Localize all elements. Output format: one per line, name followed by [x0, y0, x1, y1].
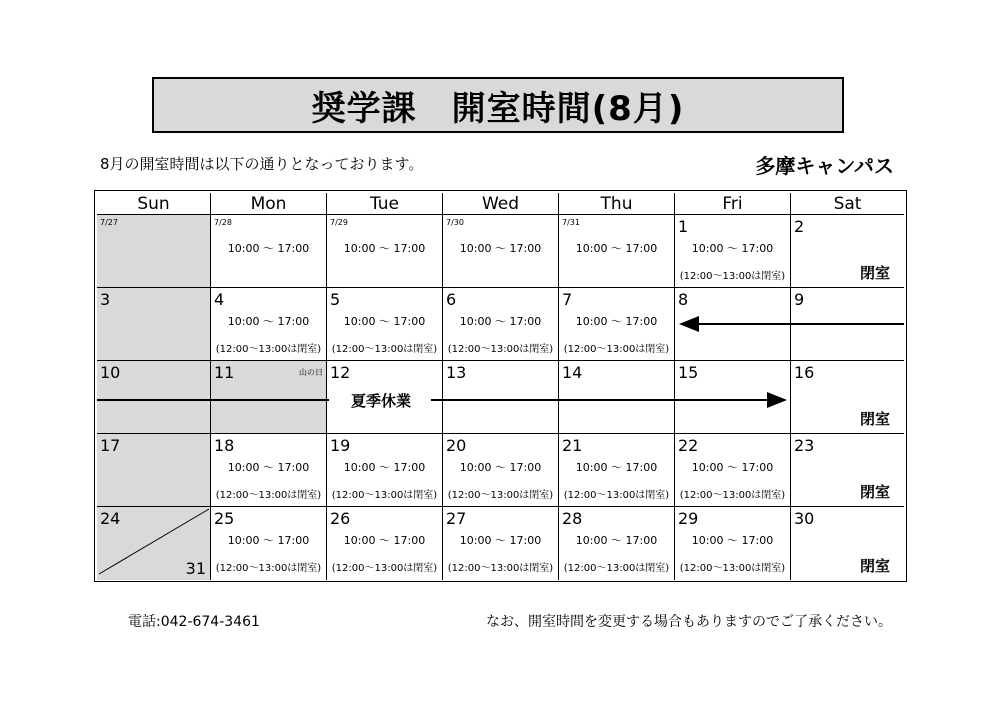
closed-label: 閉室	[859, 264, 890, 282]
day-number: 2	[794, 217, 805, 236]
closed-label: 閉室	[859, 483, 890, 501]
open-hours: 10:00 ～ 17:00	[575, 534, 658, 547]
open-hours: 10:00 ～ 17:00	[343, 534, 426, 547]
day-number: 7	[562, 290, 573, 309]
lunch-break-note: (12:00～13:00は閉室)	[215, 344, 322, 355]
calendar-day-cell	[327, 507, 443, 580]
lunch-break-note: (12:00～13:00は閉室)	[447, 344, 554, 355]
holiday-label: 山の日	[299, 368, 323, 377]
weekday-header-tue: Tue	[327, 193, 443, 215]
day-number: 14	[562, 363, 583, 382]
day-number: 10	[100, 363, 121, 382]
calendar-day-cell	[559, 361, 675, 434]
open-hours: 10:00 ～ 17:00	[691, 242, 774, 255]
footer-note: なお、開室時間を変更する場合もありますのでご了承ください。	[486, 614, 892, 630]
day-number: 6	[446, 290, 457, 309]
calendar-day-cell	[675, 434, 791, 507]
calendar-day-cell	[443, 507, 559, 580]
open-hours: 10:00 ～ 17:00	[459, 315, 542, 328]
calendar-day-cell	[791, 215, 904, 288]
day-number: 19	[330, 436, 351, 455]
calendar-day-cell	[327, 288, 443, 361]
weekday-header-mon: Mon	[211, 193, 327, 215]
calendar-grid	[97, 193, 904, 579]
calendar-day-cell	[211, 288, 327, 361]
lunch-break-note: (12:00～13:00は閉室)	[679, 563, 786, 574]
calendar-day-cell	[559, 434, 675, 507]
calendar-day-cell	[675, 507, 791, 580]
day-number: 26	[330, 509, 351, 528]
open-hours: 10:00 ～ 17:00	[343, 461, 426, 474]
day-number: 29	[678, 509, 699, 528]
lunch-break-note: (12:00～13:00は閉室)	[679, 271, 786, 282]
lunch-break-note: (12:00～13:00は閉室)	[215, 490, 322, 501]
day-number: 1	[678, 217, 689, 236]
calendar-day-cell	[675, 361, 791, 434]
lunch-break-note: (12:00～13:00は閉室)	[679, 490, 786, 501]
weekday-header-fri: Fri	[675, 193, 791, 215]
day-number: 27	[446, 509, 467, 528]
weekday-header-sun: Sun	[97, 193, 211, 215]
day-number: 13	[446, 363, 467, 382]
calendar-day-cell	[443, 434, 559, 507]
summer-break-label: 夏季休業	[351, 392, 412, 410]
day-number: 24	[100, 509, 121, 528]
weekday-header-thu: Thu	[559, 193, 675, 215]
lunch-break-note: (12:00～13:00は閉室)	[447, 490, 554, 501]
calendar-day-cell	[443, 288, 559, 361]
open-hours: 10:00 ～ 17:00	[343, 315, 426, 328]
closed-label: 閉室	[859, 410, 890, 428]
calendar-day-cell	[791, 361, 904, 434]
lunch-break-note: (12:00～13:00は閉室)	[331, 563, 438, 574]
day-number: 16	[794, 363, 815, 382]
open-hours: 10:00 ～ 17:00	[459, 461, 542, 474]
lunch-break-note: (12:00～13:00は閉室)	[331, 344, 438, 355]
calendar-day-cell	[97, 288, 211, 361]
open-hours: 10:00 ～ 17:00	[459, 534, 542, 547]
day-number: 7/27	[100, 218, 118, 227]
lunch-break-note: (12:00～13:00は閉室)	[215, 563, 322, 574]
day-number: 30	[794, 509, 815, 528]
open-hours: 10:00 ～ 17:00	[227, 461, 310, 474]
day-number: 9	[794, 290, 805, 309]
day-number: 15	[678, 363, 699, 382]
lunch-break-note: (12:00～13:00は閉室)	[447, 563, 554, 574]
day-number: 7/29	[330, 218, 348, 227]
open-hours: 10:00 ～ 17:00	[575, 242, 658, 255]
lunch-break-note: (12:00～13:00は閉室)	[563, 563, 670, 574]
subtitle: 8月の開室時間は以下の通りとなっております。	[100, 155, 424, 173]
calendar-day-cell	[97, 361, 211, 434]
open-hours: 10:00 ～ 17:00	[575, 461, 658, 474]
day-number: 11	[214, 363, 235, 382]
open-hours: 10:00 ～ 17:00	[459, 242, 542, 255]
open-hours: 10:00 ～ 17:00	[227, 242, 310, 255]
calendar-day-cell	[211, 434, 327, 507]
open-hours: 10:00 ～ 17:00	[227, 534, 310, 547]
open-hours: 10:00 ～ 17:00	[343, 242, 426, 255]
day-number: 12	[330, 363, 351, 382]
day-number: 8	[678, 290, 689, 309]
weekday-header-wed: Wed	[443, 193, 559, 215]
calendar-day-cell	[97, 215, 211, 288]
day-number-31: 31	[185, 559, 206, 578]
calendar-day-cell	[559, 507, 675, 580]
calendar-table	[94, 190, 907, 582]
day-number: 4	[214, 290, 225, 309]
day-number: 23	[794, 436, 815, 455]
calendar-day-cell	[559, 215, 675, 288]
day-number: 7/30	[446, 218, 464, 227]
closed-label: 閉室	[859, 557, 890, 575]
day-number: 28	[562, 509, 583, 528]
day-number: 21	[562, 436, 583, 455]
calendar-day-cell	[211, 361, 327, 434]
calendar-day-cell	[791, 288, 904, 361]
calendar-day-cell	[675, 288, 791, 361]
open-hours: 10:00 ～ 17:00	[575, 315, 658, 328]
open-hours: 10:00 ～ 17:00	[227, 315, 310, 328]
calendar-day-cell	[443, 361, 559, 434]
calendar-day-cell	[791, 507, 904, 580]
day-number: 7/28	[214, 218, 232, 227]
day-number: 17	[100, 436, 121, 455]
day-number: 20	[446, 436, 467, 455]
calendar-day-cell	[211, 507, 327, 580]
calendar-day-cell	[675, 215, 791, 288]
lunch-break-note: (12:00～13:00は閉室)	[563, 344, 670, 355]
day-number: 22	[678, 436, 699, 455]
lunch-break-note: (12:00～13:00は閉室)	[563, 490, 670, 501]
split-diagonal-line	[97, 507, 211, 580]
day-number: 5	[330, 290, 341, 309]
phone-number: 電話:042-674-3461	[128, 614, 260, 630]
calendar-day-cell	[211, 215, 327, 288]
open-hours: 10:00 ～ 17:00	[691, 461, 774, 474]
calendar-day-cell	[791, 434, 904, 507]
calendar-day-cell	[327, 215, 443, 288]
calendar-day-cell	[97, 507, 211, 580]
calendar-day-cell	[327, 434, 443, 507]
open-hours: 10:00 ～ 17:00	[691, 534, 774, 547]
calendar-day-cell	[97, 434, 211, 507]
day-number: 3	[100, 290, 111, 309]
page-title: 奨学課 開室時間(8月)	[152, 77, 844, 133]
day-number: 7/31	[562, 218, 580, 227]
lunch-break-note: (12:00～13:00は閉室)	[331, 490, 438, 501]
calendar-day-cell	[443, 215, 559, 288]
calendar-day-cell	[559, 288, 675, 361]
weekday-header-sat: Sat	[791, 193, 904, 215]
day-number: 25	[214, 509, 235, 528]
campus-name: 多摩キャンパス	[755, 154, 894, 178]
day-number: 18	[214, 436, 235, 455]
